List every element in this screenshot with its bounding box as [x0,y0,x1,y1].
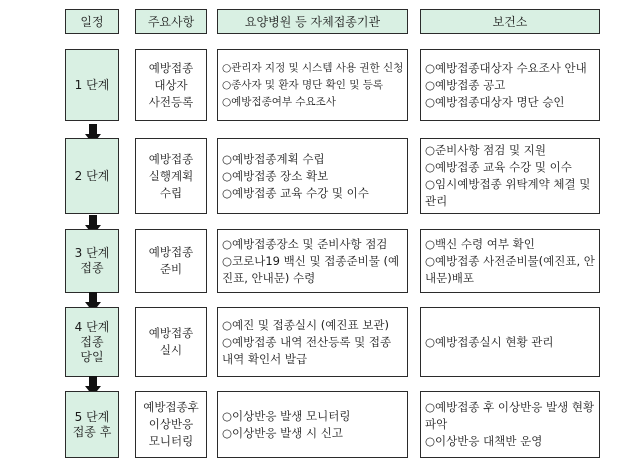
stage-5-facility [217,391,408,458]
header-health-center [420,9,600,34]
facility-item: ○예진 및 접종실시 (예진표 보관) [222,317,389,332]
stage-5-label: 5 단계 [74,409,110,424]
facility-item: ○이상반응 발생 모니터링 [222,408,351,423]
stage-5-task [135,391,207,458]
task-line: 예방접종 [148,151,194,166]
stage-4-label: 당일 [80,349,104,364]
stage-1-health-center [420,49,600,121]
header-main-task [135,9,207,34]
stage-3-label: 3 단계 [74,246,110,260]
header-health-center-label: 보건소 [492,15,528,29]
task-line: 준비 [159,262,183,276]
stage-4-facility [217,307,408,377]
stage-5-label: 접종 후 [72,424,112,439]
facility-item: ○코로나19 백신 및 접종준비물 (예진표, 안내문) 수령 [222,253,400,285]
stage-1-task [135,49,207,121]
header-main-task-label: 주요사항 [147,15,195,29]
facility-item: ○관리자 지정 및 시스템 사용 권한 신청 [222,61,404,74]
task-line: 예방접종 [148,326,194,340]
stage-2-health-center [420,138,600,214]
stage-4-label: 4 단계 [74,319,110,334]
health-center-item: ○예방접종 교육 수강 및 이수 [425,160,572,174]
stage-4-label: 접종 [80,334,104,349]
task-line: 예방접종 [148,245,194,259]
facility-item: ○예방접종 장소 확보 [222,168,329,183]
facility-item: ○예방접종여부 수요조사 [222,95,336,108]
task-line: 모니터링 [148,434,194,448]
facility-item: ○예방접종 교육 수강 및 이수 [222,185,369,200]
stage-4-box [65,307,119,377]
stage-1-facility [217,49,408,121]
header-facility-label: 요양병원 등 자체접종기관 [244,15,381,29]
task-line: 사전등록 [148,94,194,109]
stage-2-box [65,138,119,214]
header-schedule [65,9,119,34]
facility-item: ○이상반응 발생 시 신고 [222,425,343,440]
header-schedule-label: 일정 [80,15,104,29]
health-center-item: ○예방접종 후 이상반응 발생 현황 파악 [425,400,595,431]
stage-3-label: 접종 [80,261,104,275]
health-center-item: ○예방접종실시 현황 관리 [425,334,554,349]
stage-2-task [135,138,207,214]
facility-item: ○예방접종 내역 전산등록 및 접종 내역 확인서 발급 [222,334,392,366]
task-line: 예방접종 [148,60,194,75]
health-center-item: ○백신 수령 여부 확인 [425,236,535,251]
health-center-item: ○예방접종 공고 [425,77,506,92]
stage-2-facility [217,138,408,214]
health-center-item: ○예방접종대상자 명단 승인 [425,94,565,109]
stage-4-task [135,307,207,377]
stage-4-health-center [420,307,600,377]
stage-2-label: 2 단계 [74,168,110,183]
stage-1-label: 1 단계 [74,77,110,92]
header-facility [217,9,408,34]
stage-3-box [65,229,119,293]
stage-3-task [135,229,207,293]
health-center-item: ○임시예방접종 위탁계약 체결 및 관리 [425,177,591,208]
stage-5-box [65,391,119,458]
stage-3-health-center [420,229,600,293]
task-line: 예방접종후 [143,400,199,414]
task-line: 실시 [159,343,183,357]
task-line: 실행계획 [148,168,194,183]
health-center-item: ○준비사항 점검 및 지원 [425,143,546,157]
health-center-item: ○예방접종대상자 수요조사 안내 [425,60,587,75]
facility-item: ○예방접종장소 및 준비사항 점검 [222,236,388,251]
stage-5-health-center [420,391,600,458]
stage-1-box [65,49,119,121]
stage-3-facility [217,229,408,293]
facility-item: ○예방접종계획 수립 [222,151,325,166]
facility-item: ○종사자 및 환자 명단 확인 및 등록 [222,78,384,91]
task-line: 이상반응 [148,417,194,431]
task-line: 수립 [159,185,183,200]
health-center-item: ○이상반응 대책반 운영 [425,434,543,448]
task-line: 대상자 [154,77,188,92]
health-center-item: ○예방접종 사전준비물(예진표, 안내문)배포 [425,253,595,285]
